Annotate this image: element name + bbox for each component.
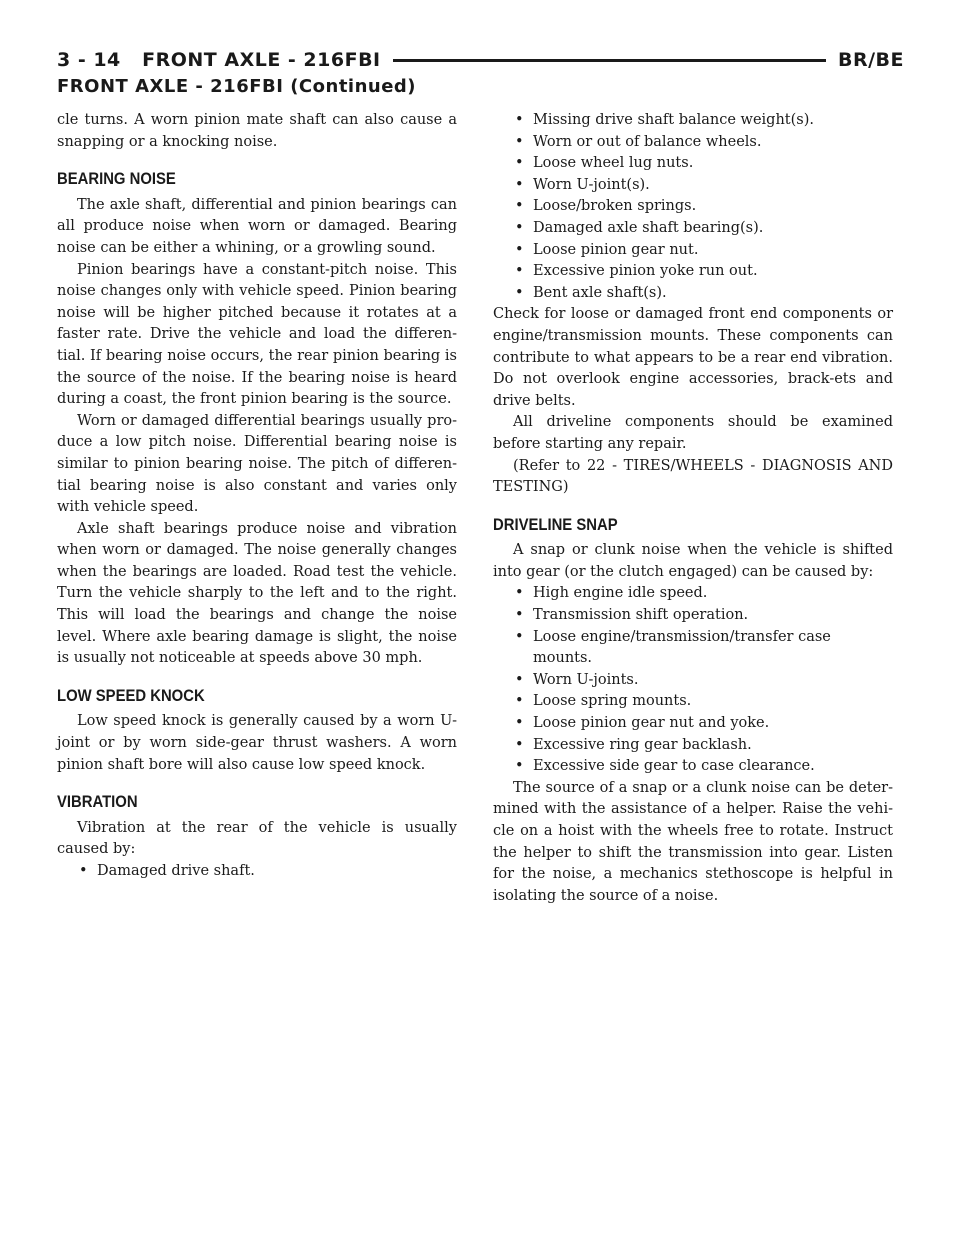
- list-item: • Loose pinion gear nut.: [513, 240, 893, 262]
- bearing-noise-p3: Worn or damaged differential bearings usually pro-duce a low pitch noise. Differential bearing noise is similar to pinion bearing noise. The pitch of differen-tial bearing noise is also constant and varies only with vehicle speed.: [57, 412, 457, 516]
- vibration-list-continued: [493, 110, 893, 304]
- header-rule: [393, 59, 826, 62]
- right-column: [493, 110, 893, 907]
- page-section-label: [57, 49, 381, 71]
- bearing-noise-p4: Axle shaft bearings produce noise and vibration when worn or damaged. The noise generally changes when the bearings are loaded. Road test the vehicle. Turn the vehicle sharply to the left and to the right. This will load the bearings and change the noise level. Where axle bearing damage is slight, the noise is usually not noticeable at speeds above 30 mph.: [57, 520, 457, 667]
- driveline-snap-heading: DRIVELINE SNAP: [493, 515, 618, 534]
- bearing-noise-p1: The axle shaft, differential and pinion bearings can all produce noise when worn or damaged. Bearing noise can be either a whining, or a growling sound.: [57, 196, 457, 256]
- page-header: [57, 46, 904, 74]
- section-title: FRONT AXLE - 216FBI: [142, 49, 381, 71]
- list-item: • Damaged axle shaft bearing(s).: [513, 218, 893, 240]
- list-item: • High engine idle speed.: [513, 583, 893, 605]
- bearing-noise-p2: Pinion bearings have a constant-pitch noise. This noise changes only with vehicle speed. Pinion bearing noise will be higher pitched because it rotates at a faster rate. Drive the vehicle and load the differen-tial. If bearing noise occurs, the rear pinion bearing is the source of the noise. If the bearing noise is heard during a coast, the front pinion bearing is the source.: [57, 261, 457, 408]
- low-speed-knock-p1: Low speed knock is generally caused by a worn U-joint or by worn side-gear thrust washers. A worn pinion shaft bore will also cause low speed knock.: [57, 713, 457, 773]
- refer-paragraph: (Refer to 22 - TIRES/WHEELS - DIAGNOSIS AND TESTING): [493, 457, 893, 496]
- left-column: [57, 110, 457, 883]
- check-paragraph: Check for loose or damaged front end components or engine/transmission mounts. These components can contribute to what appears to be a rear end vibration. Do not overlook engine accessories, brack-ets and drive belts.: [493, 306, 893, 409]
- intro-paragraph: cle turns. A worn pinion mate shaft can also cause a snapping or a knocking noise.: [57, 112, 457, 150]
- driveline-snap-p2: The source of a snap or a clunk noise can be deter-mined with the assistance of a helper. Raise the vehi-cle on a hoist with the wheels free to rotate. Instruct the helper to shift the transmission into gear. Listen for the noise, a mechanics stethoscope is helpful in isolating the source of a noise.: [493, 779, 893, 904]
- list-item: • Loose/broken springs.: [513, 196, 893, 218]
- list-item: • Damaged drive shaft.: [77, 861, 457, 883]
- vibration-heading: VIBRATION: [57, 793, 138, 812]
- list-item: • Missing drive shaft balance weight(s).: [513, 110, 893, 132]
- list-item: • Excessive side gear to case clearance.: [513, 756, 893, 778]
- list-item: • Worn U-joints.: [513, 670, 893, 692]
- list-item: • Worn U-joint(s).: [513, 175, 893, 197]
- list-item: • Worn or out of balance wheels.: [513, 132, 893, 154]
- driveline-snap-list: [493, 583, 893, 777]
- driveline-paragraph: All driveline components should be examined before starting any repair.: [493, 414, 893, 452]
- vibration-p1: Vibration at the rear of the vehicle is usually caused by:: [57, 819, 457, 858]
- list-item: • Excessive ring gear backlash.: [513, 735, 893, 757]
- list-item: • Loose engine/transmission/transfer case mounts.: [513, 627, 893, 670]
- list-item: • Bent axle shaft(s).: [513, 283, 893, 305]
- bearing-noise-heading: BEARING NOISE: [57, 170, 176, 189]
- list-item: • Loose pinion gear nut and yoke.: [513, 713, 893, 735]
- list-item: • Excessive pinion yoke run out.: [513, 261, 893, 283]
- model-code: BR/BE: [837, 49, 904, 71]
- page-number: 3 - 14: [57, 49, 121, 71]
- continued-title: FRONT AXLE - 216FBI (Continued): [57, 76, 417, 97]
- list-item: • Loose wheel lug nuts.: [513, 153, 893, 175]
- low-speed-knock-heading: LOW SPEED KNOCK: [57, 686, 205, 705]
- list-item: • Loose spring mounts.: [513, 691, 893, 713]
- vibration-list-start: [57, 861, 457, 883]
- list-item: • Transmission shift operation.: [513, 605, 893, 627]
- driveline-snap-p1: A snap or clunk noise when the vehicle is shifted into gear (or the clutch engaged) can be caused by:: [493, 542, 893, 580]
